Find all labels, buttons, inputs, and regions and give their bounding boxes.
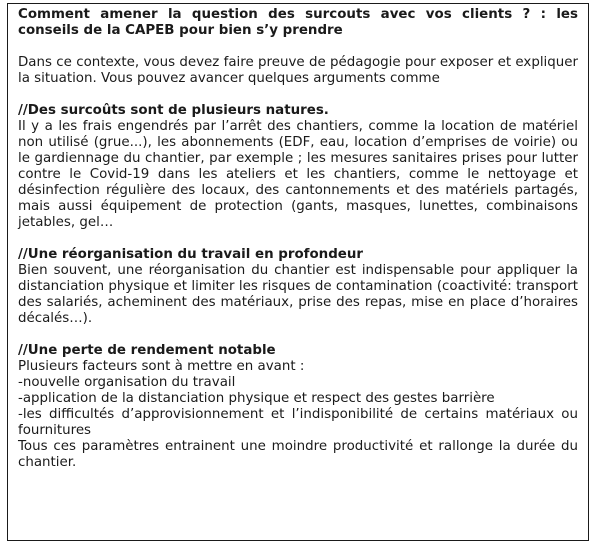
- section-conclusion-rendement: Tous ces paramètres entrainent une moindre productivité et rallonge la durée du chantier.: [18, 439, 578, 470]
- section-body-reorganisation: Bien souvent, une réorganisation du chantier est indispensable pour appliquer la distanciation physique et limiter les risques de contamination (coactivité: transport des salariés, acheminent des matériaux, prise des repas, mise en place d’horaires décalés…).: [18, 263, 578, 326]
- list-item: -application de la distanciation physique et respect des gestes barrière: [18, 391, 495, 406]
- factor-list: [18, 375, 578, 439]
- list-item: -nouvelle organisation du travail: [18, 375, 236, 390]
- list-item: -les difficultés d’approvisionnement et l’indisponibilité de certains matériaux ou fournitures: [18, 407, 578, 438]
- section-heading-reorganisation: //Une réorganisation du travail en profondeur: [18, 247, 364, 262]
- section-body-surcouts: Il y a les frais engendrés par l’arrêt des chantiers, comme la location de matériel non utilisé (grue...), les abonnements (EDF, eau, location d’emprises de voirie) ou le gardiennage du chantier, par exemple ; les mesures sanitaires prises pour lutter contre le Covid-19 dans les ateliers et les chantiers, comme le nettoyage et désinfection régulière des locaux, des cantonnements et des matériels partagés, mais aussi équipement de protection (gants, masques, lunettes, combinaisons jetables, gel…: [18, 119, 578, 230]
- document-box: [7, 3, 589, 541]
- spacer: [18, 87, 578, 103]
- intro-paragraph: Dans ce contexte, vous devez faire preuve de pédagogie pour exposer et expliquer la situation. Vous pouvez avancer quelques arguments comme: [18, 55, 578, 86]
- spacer: [18, 39, 578, 55]
- section-lead-rendement: Plusieurs facteurs sont à mettre en avant :: [18, 359, 305, 374]
- section-heading-surcouts: //Des surcoûts sont de plusieurs natures.: [18, 103, 329, 118]
- spacer: [18, 231, 578, 247]
- section-heading-rendement: //Une perte de rendement notable: [18, 343, 276, 358]
- spacer: [18, 327, 578, 343]
- document-title: Comment amener la question des surcouts avec vos clients ? : les conseils de la CAPEB pour bien s’y prendre: [18, 7, 578, 38]
